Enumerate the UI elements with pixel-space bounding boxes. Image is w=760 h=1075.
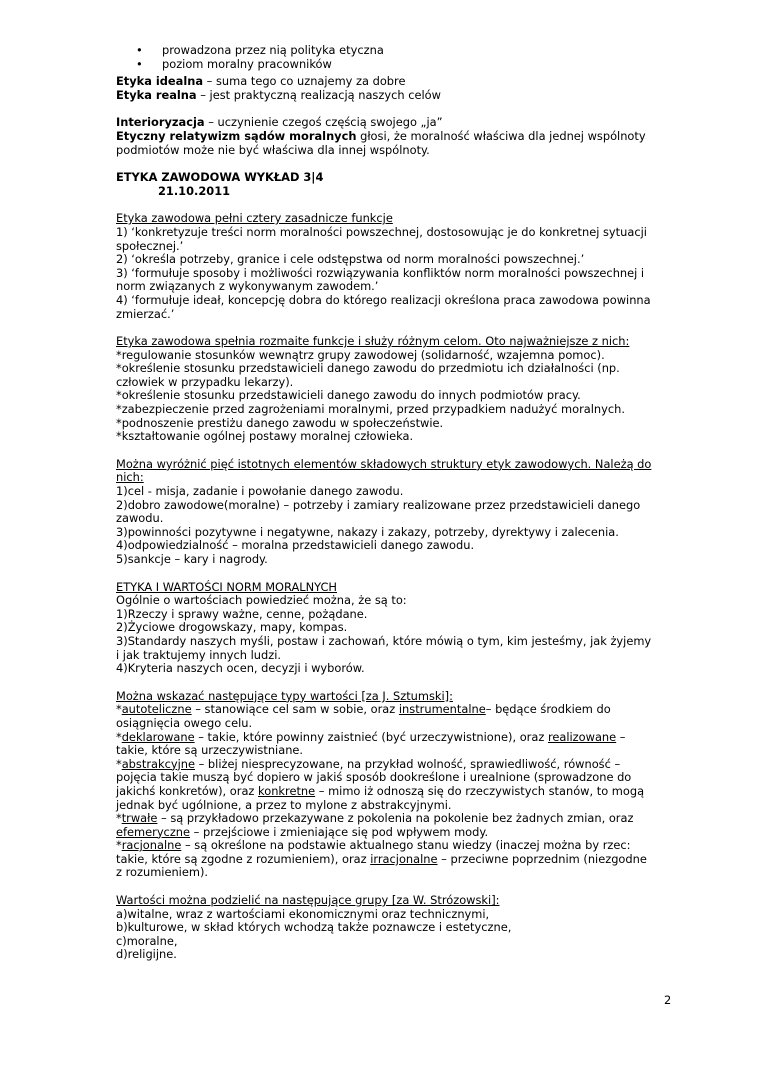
page-number: 2: [664, 993, 672, 1007]
section-header: Można wskazać następujące typy wartości [za J. Sztumski]:: [116, 688, 453, 703]
list-item: *regulowanie stosunków wewnątrz grupy zawodowej (solidarność, wzajemna pomoc).: [116, 347, 605, 362]
bullet-icon: •: [136, 56, 143, 71]
list-item: *określenie stosunku przedstawicieli danego zawodu do innych podmiotów pracy.: [116, 388, 581, 403]
list-item: 4) ‘formułuje ideał, koncepcję dobra do którego realizacji określona praca zawodowa powinna zmierzać.’: [116, 292, 651, 321]
list-item: a)witalne, wraz z wartościami ekonomicznymi oraz technicznymi,: [116, 906, 490, 921]
list-item: d)religijne.: [116, 947, 177, 962]
list-item: • poziom moralny pracowników: [136, 56, 332, 71]
definition: Etyka realna – jest praktyczną realizacją naszych celów: [116, 87, 441, 102]
list-item: *abstrakcyjne – bliżej niesprecyzowane, na przykład wolność, sprawiedliwość, równość – pojęcia takie muszą być dopiero w jakiś sposób dookreślone i urealnione (sprowadzone do jakichś konkretów), oraz konkretne – mimo iż odnoszą się do rzeczywistych stanów, to mogą jednak być ugólnione, a przez to mylone z abstrakcyjnymi.: [116, 756, 645, 812]
section-header: Etyka zawodowa spełnia rozmaite funkcje i służy różnym celom. Oto najważniejsze z nich:: [116, 334, 630, 349]
page-content: [116, 44, 656, 962]
list-item: *podnoszenie prestiżu danego zawodu w społeczeństwie.: [116, 415, 444, 430]
list-item: 3)Standardy naszych myśli, postaw i zachowań, które mówią o tym, kim jesteśmy, jak żyjemy i jak traktujemy innych ludzi.: [116, 633, 652, 662]
list-item: 1)Rzeczy i sprawy ważne, cenne, pożądane.: [116, 606, 368, 621]
list-item: 1)cel - misja, zadanie i powołanie danego zawodu.: [116, 484, 404, 499]
list-item: 5)sankcje – kary i nagrody.: [116, 552, 268, 566]
list-item: c)moralne,: [116, 933, 178, 948]
list-item: 3) ‘formułuje sposoby i możliwości rozwiązywania konfliktów norm moralności powszechnej i norm związanych z wykonywanym zawodem.’: [116, 265, 645, 294]
list-item: *kształtowanie ogólnej postawy moralnej człowieka.: [116, 429, 414, 444]
definition: Interioryzacja – uczynienie czegoś częścią swojego „ja”: [116, 115, 443, 130]
list-item: 2)dobro zawodowe(moralne) – potrzeby i zamiary realizowane przez przedstawicieli danego zawodu.: [116, 497, 641, 526]
lecture-date: 21.10.2011: [158, 183, 231, 198]
definition: Etyka idealna – suma tego co uznajemy za dobre: [116, 74, 406, 89]
list-item: *określenie stosunku przedstawicieli danego zawodu do przedmiotu ich działalności (np. człowiek w przypadku lekarzy).: [116, 361, 620, 389]
list-item: *deklarowane – takie, które powinny zaistnieć (być urzeczywistnione), oraz realizowane – takie, które są urzeczywistniane.: [116, 729, 626, 758]
list-item: *autoteliczne – stanowiące cel sam w sobie, oraz instrumentalne– będące środkiem do osiągnięcia owego celu.: [116, 702, 611, 730]
paragraph: Ogólnie o wartościach powiedzieć można, że są to:: [116, 593, 407, 608]
list-item: *trwałe – są przykładowo przekazywane z pokolenia na pokolenie bez żadnych zmian, oraz efemeryczne – przejściowe i zmieniające się pod wpływem mody.: [116, 811, 634, 839]
definition: Etyczny relatywizm sądów moralnych głosi, że moralność właściwa dla jednej wspólnoty podmiotów może nie być właściwa dla innej wspólnoty.: [116, 128, 646, 157]
list-item: 2)Życiowe drogowskazy, mapy, kompas.: [116, 620, 348, 635]
list-item: 2) ‘określa potrzeby, granice i cele odstępstwa od norm moralności powszechnej.’: [116, 252, 585, 267]
list-item: *racjonalne – są określone na podstawie aktualnego stanu wiedzy (inaczej można by rzec: takie, które są zgodne z rozumieniem), oraz irracjonalne – przeciwne poprzednim (niezgodne z rozumieniem).: [116, 838, 647, 880]
bullet-list: [116, 44, 656, 71]
list-item: 3)powinności pozytywne i negatywne, nakazy i zakazy, potrzeby, dyrektywy i zalecenia.: [116, 524, 619, 539]
section-header: Można wyróżnić pięć istotnych elementów składowych struktury etyk zawodowych. Należą do nich:: [116, 456, 652, 485]
section-header: ETYKA I WARTOŚCI NORM MORALNYCH: [116, 579, 337, 594]
section-title: ETYKA ZAWODOWA WYKŁAD 3|4: [116, 170, 324, 185]
list-item: *zabezpieczenie przed zagrożeniami moralnymi, przed przypadkiem nadużyć moralnych.: [116, 402, 625, 417]
section-header: Etyka zawodowa pełni cztery zasadnicze funkcje: [116, 211, 393, 226]
bullet-icon: •: [136, 43, 143, 57]
section-header: Wartości można podzielić na następujące grupy [za W. Strózowski]:: [116, 893, 500, 908]
list-item: 1) ‘konkretyzuje treści norm moralności powszechnej, dostosowując je do konkretnej sytuacji społecznej.’: [116, 224, 647, 253]
list-item: 4)odpowiedzialność – moralna przedstawicieli danego zawodu.: [116, 538, 475, 553]
list-item: b)kulturowe, w skład których wchodzą także poznawcze i estetyczne,: [116, 920, 512, 935]
list-item: • prowadzona przez nią polityka etyczna: [136, 43, 384, 57]
list-item: 4)Kryteria naszych ocen, decyzji i wyborów.: [116, 661, 365, 676]
